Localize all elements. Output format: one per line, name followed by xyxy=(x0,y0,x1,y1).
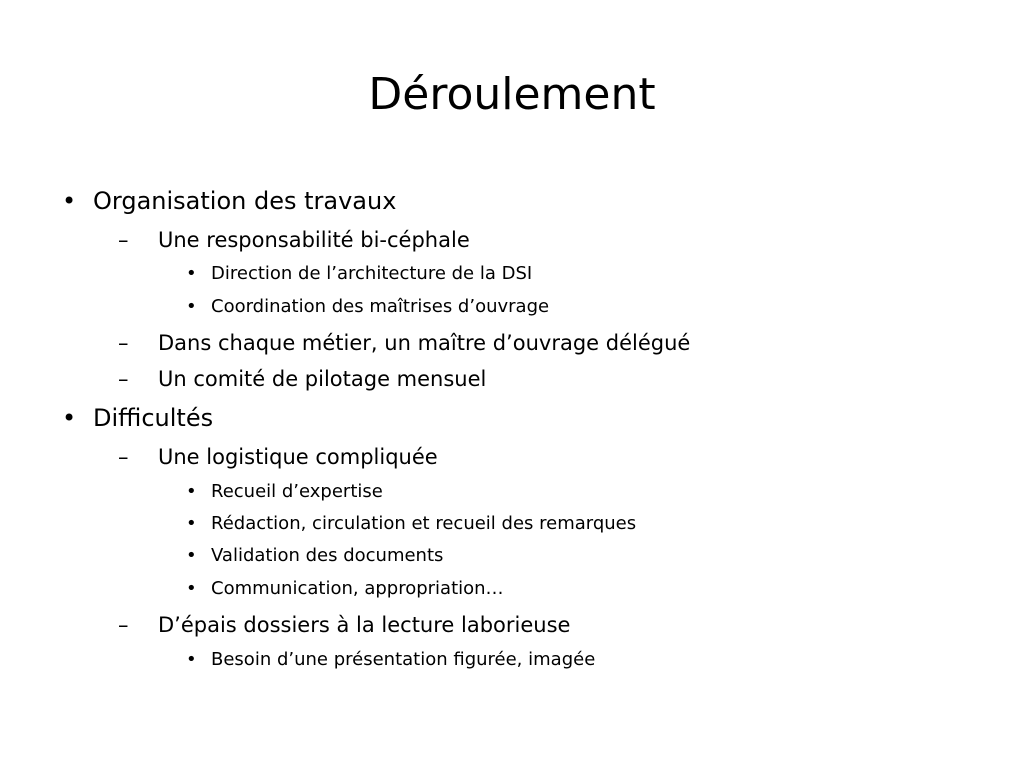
bullet-text: Validation des documents xyxy=(211,545,444,566)
bullet-marker: • xyxy=(186,263,197,284)
bullet-text: Besoin d’une présentation figurée, imagée xyxy=(211,649,596,670)
bullet-text: Une logistique compliquée xyxy=(158,445,438,469)
bullet-text: Direction de l’architecture de la DSI xyxy=(211,263,533,284)
bullet-marker: • xyxy=(186,545,197,566)
bullet-text: Recueil d’expertise xyxy=(211,481,383,502)
bullet-marker: • xyxy=(186,578,197,599)
bullet-text: Une responsabilité bi-céphale xyxy=(158,228,470,252)
bullet-text: Dans chaque métier, un maître d’ouvrage délégué xyxy=(158,331,691,355)
bullet-text: Coordination des maîtrises d’ouvrage xyxy=(211,296,550,317)
dash-marker: – xyxy=(118,445,129,469)
dash-marker: – xyxy=(118,228,129,252)
dash-marker: – xyxy=(118,331,129,355)
bullet-text: Organisation des travaux xyxy=(93,187,397,215)
bullet-text: D’épais dossiers à la lecture laborieuse xyxy=(158,613,571,637)
bullet-marker: • xyxy=(62,187,77,215)
bullet-marker: • xyxy=(186,296,197,317)
dash-marker: – xyxy=(118,367,129,391)
bullet-marker: • xyxy=(186,513,197,534)
bullet-text: Difficultés xyxy=(93,404,214,432)
slide-title: Déroulement xyxy=(368,69,656,120)
bullet-marker: • xyxy=(62,404,77,432)
bullet-text: Communication, appropriation… xyxy=(211,578,504,599)
bullet-marker: • xyxy=(186,481,197,502)
bullet-text: Un comité de pilotage mensuel xyxy=(158,367,487,391)
bullet-text: Rédaction, circulation et recueil des remarques xyxy=(211,513,637,534)
dash-marker: – xyxy=(118,613,129,637)
bullet-marker: • xyxy=(186,649,197,670)
